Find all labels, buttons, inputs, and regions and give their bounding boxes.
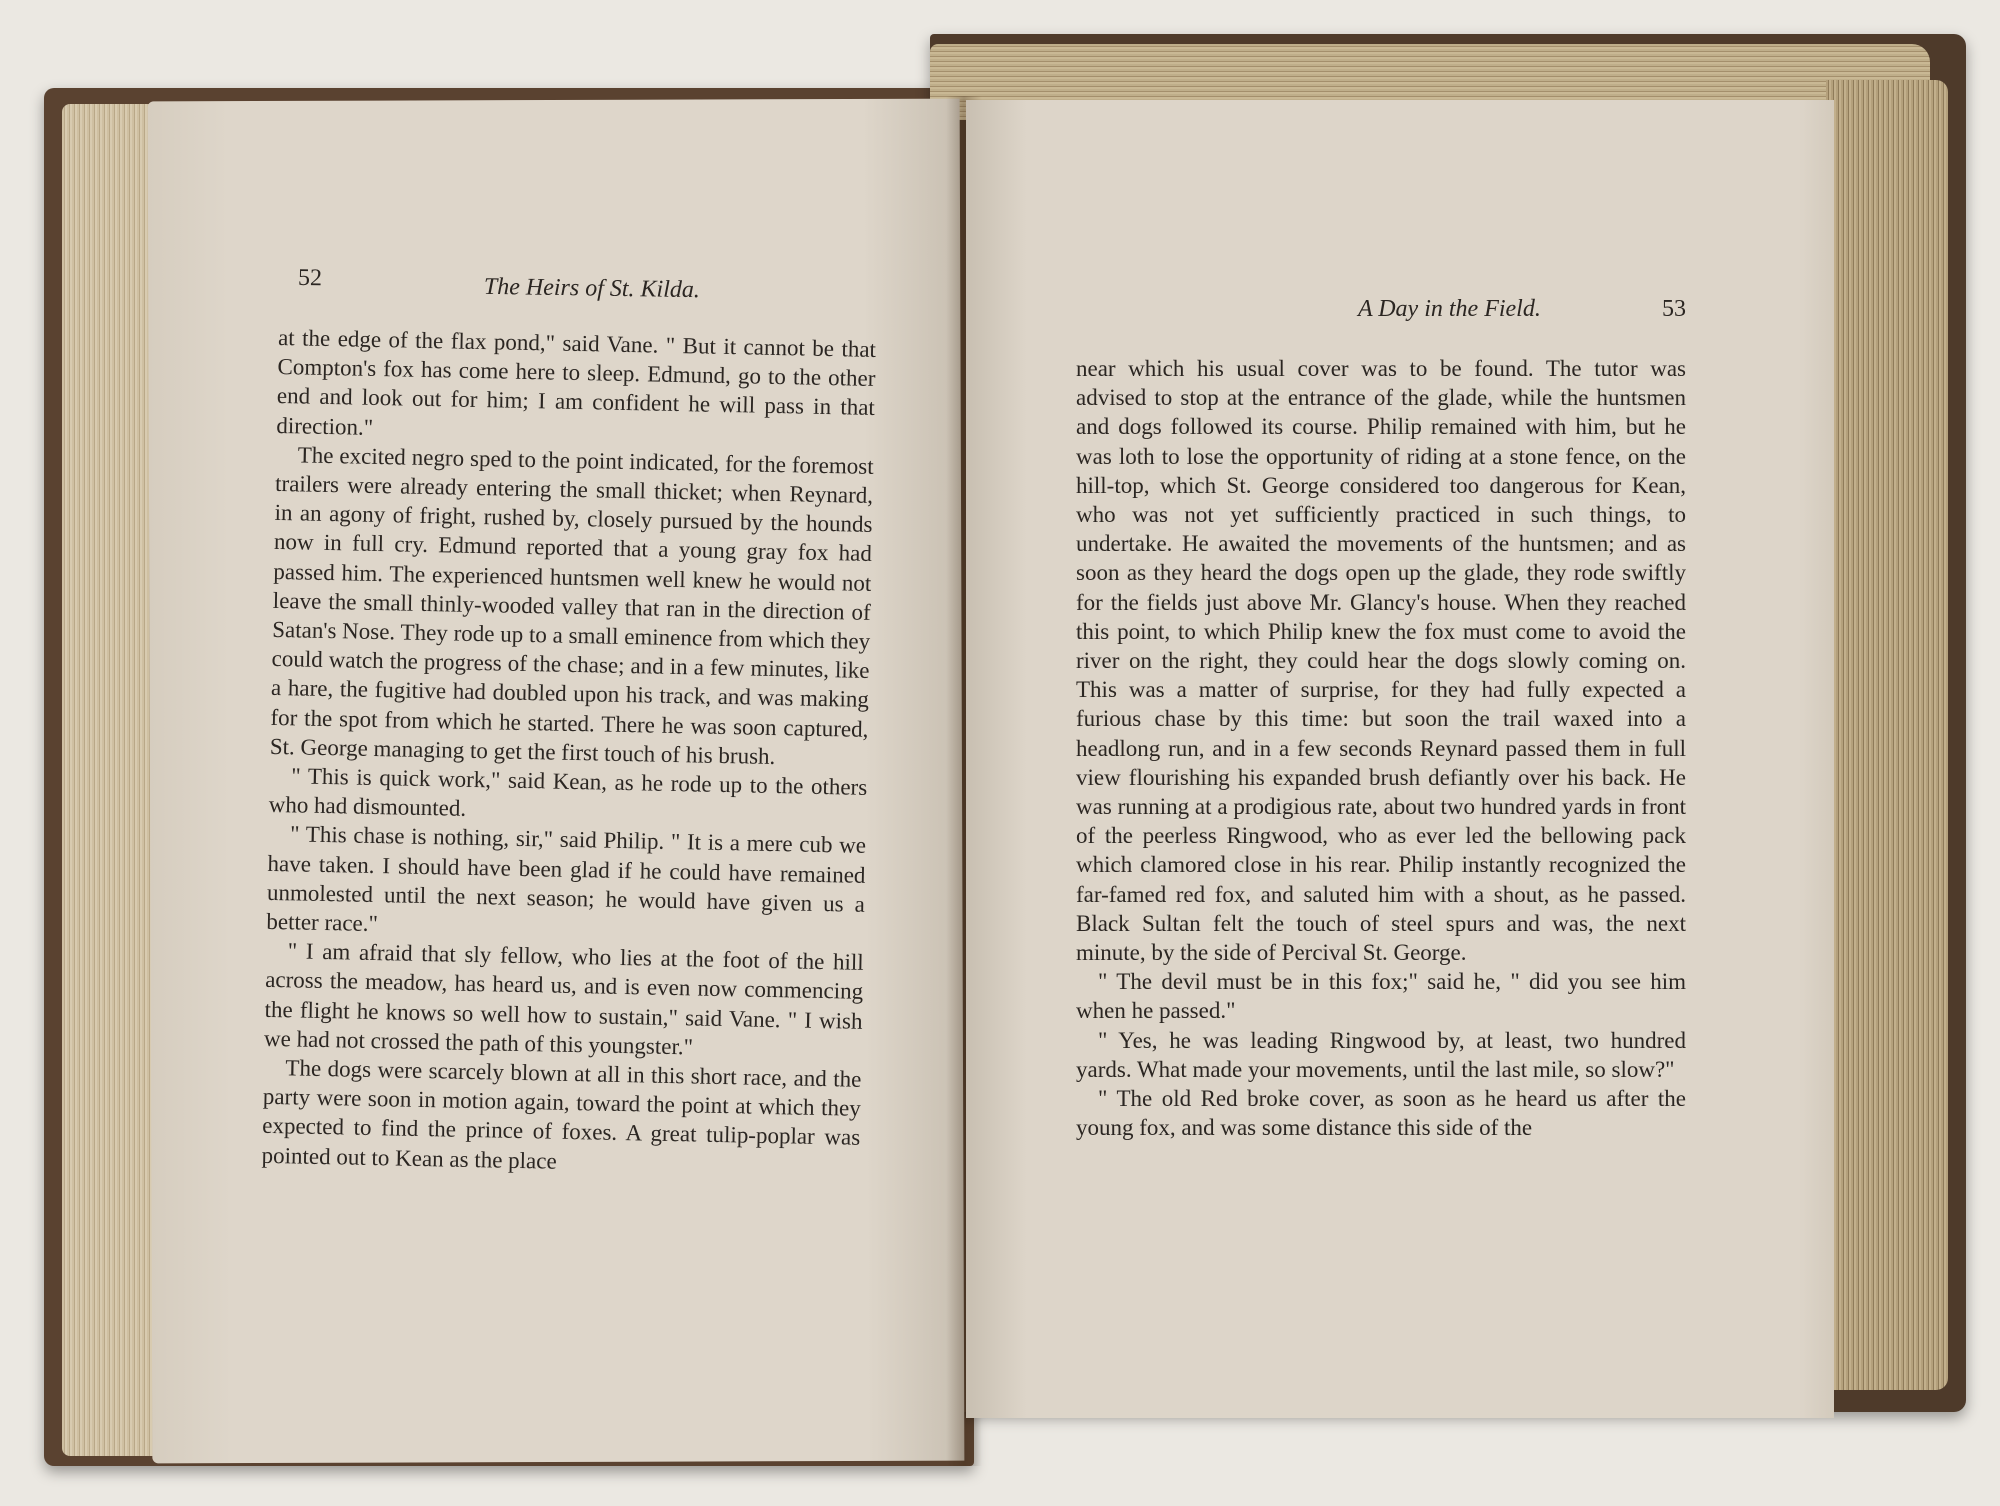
left-page	[148, 99, 965, 1464]
right-page	[966, 100, 1834, 1418]
paragraph: " Yes, he was leading Ringwood by, at least, two hundred yards. What made your movements, until the last mile, so slow?"	[1076, 1027, 1686, 1082]
left-page-text	[261, 323, 876, 1182]
paragraph: The dogs were scarcely blown at all in this short race, and the party were soon in motion again, toward the point at which they expected to find the prince of foxes. A great tulip-poplar was pointed out to Kean as the place	[261, 1055, 862, 1174]
paragraph: " This chase is nothing, sir," said Philip. " It is a mere cub we have taken. I should have been glad if he could have remained unmolested until the next season; he would have given us a better race."	[266, 821, 867, 937]
left-page-header	[297, 264, 898, 304]
paragraph: near which his usual cover was to be found. The tutor was advised to stop at the entrance of the glade, while the huntsmen and dogs followed its course. Philip remained with him, but he was loth to lose the opportunity of riding at a stone fence, on the hill-top, which St. George considered too dangerous for Kean, who was not yet sufficiently practiced in such things, to undertake. He awaited the movements of the huntsmen; and as soon as they heard the dogs open up the glade, they rode swiftly for the fields just above Mr. Glancy's house. When they reached this point, to which Philip knew the fox must come to avoid the river on the right, they could hear the dogs slowly coming on. This was a matter of surprise, for they had fully expected a furious chase by this time: but soon the trail waxed into a headlong run, and in a few seconds Reynard passed them in full view flourishing his expanded brush defiantly over his back. He was running at a prodigious rate, about two hundred yards in front of the peerless Ringwood, who as ever led the bellowing pack which clamored close in his rear. Philip instantly recognized the far-famed red fox, and saluted him with a shout, as he passed. Black Sultan felt the touch of steel spurs and was, the next minute, by the side of Percival St. George.	[1076, 356, 1686, 966]
right-page-text	[1076, 354, 1686, 1142]
page-edges-right	[1826, 80, 1948, 1390]
paragraph: " I am afraid that sly fellow, who lies at the foot of the hill across the meadow, has heard us, and is even now commencing the flight he knows so well how to sustain," said Vane. " I wish we had not crossed the path of this youngster."	[263, 938, 864, 1060]
running-title: A Day in the Field.	[1358, 296, 1541, 322]
paragraph: " The devil must be in this fox;" said he, " did you see him when he passed."	[1076, 969, 1686, 1024]
paragraph: at the edge of the flax pond," said Vane. " But it cannot be that Compton's fox has come here to sleep. Edmund, go to the other end and look out for him; I am confident he will pass in that direction."	[276, 324, 877, 440]
page-number: 53	[1662, 296, 1686, 322]
paragraph: The excited negro sped to the point indicated, for the foremost trailers were already entering the small thicket; when Reynard, in an agony of fright, rushed by, closely pursued by the hounds now in full cry. Edmund reported that a young gray fox had passed him. The experienced huntsmen well knew he would not leave the small thinly-wooded valley that ran in the direction of Satan's Nose. They rode up to a small eminence from which they could watch the progress of the chase; and in a few minutes, like a hare, the fugitive had doubled upon his track, and was making for the spot from which he started. There he was soon captured, St. George managing to get the first touch of his brush.	[269, 442, 874, 769]
paragraph: " This is quick work," said Kean, as he rode up to the others who had dismounted.	[268, 763, 868, 822]
page-number: 52	[297, 264, 323, 292]
running-title: The Heirs of St. Kilda.	[483, 273, 701, 304]
paragraph: " The old Red broke cover, as soon as he heard us after the young fox, and was some distance this side of the	[1076, 1086, 1686, 1141]
